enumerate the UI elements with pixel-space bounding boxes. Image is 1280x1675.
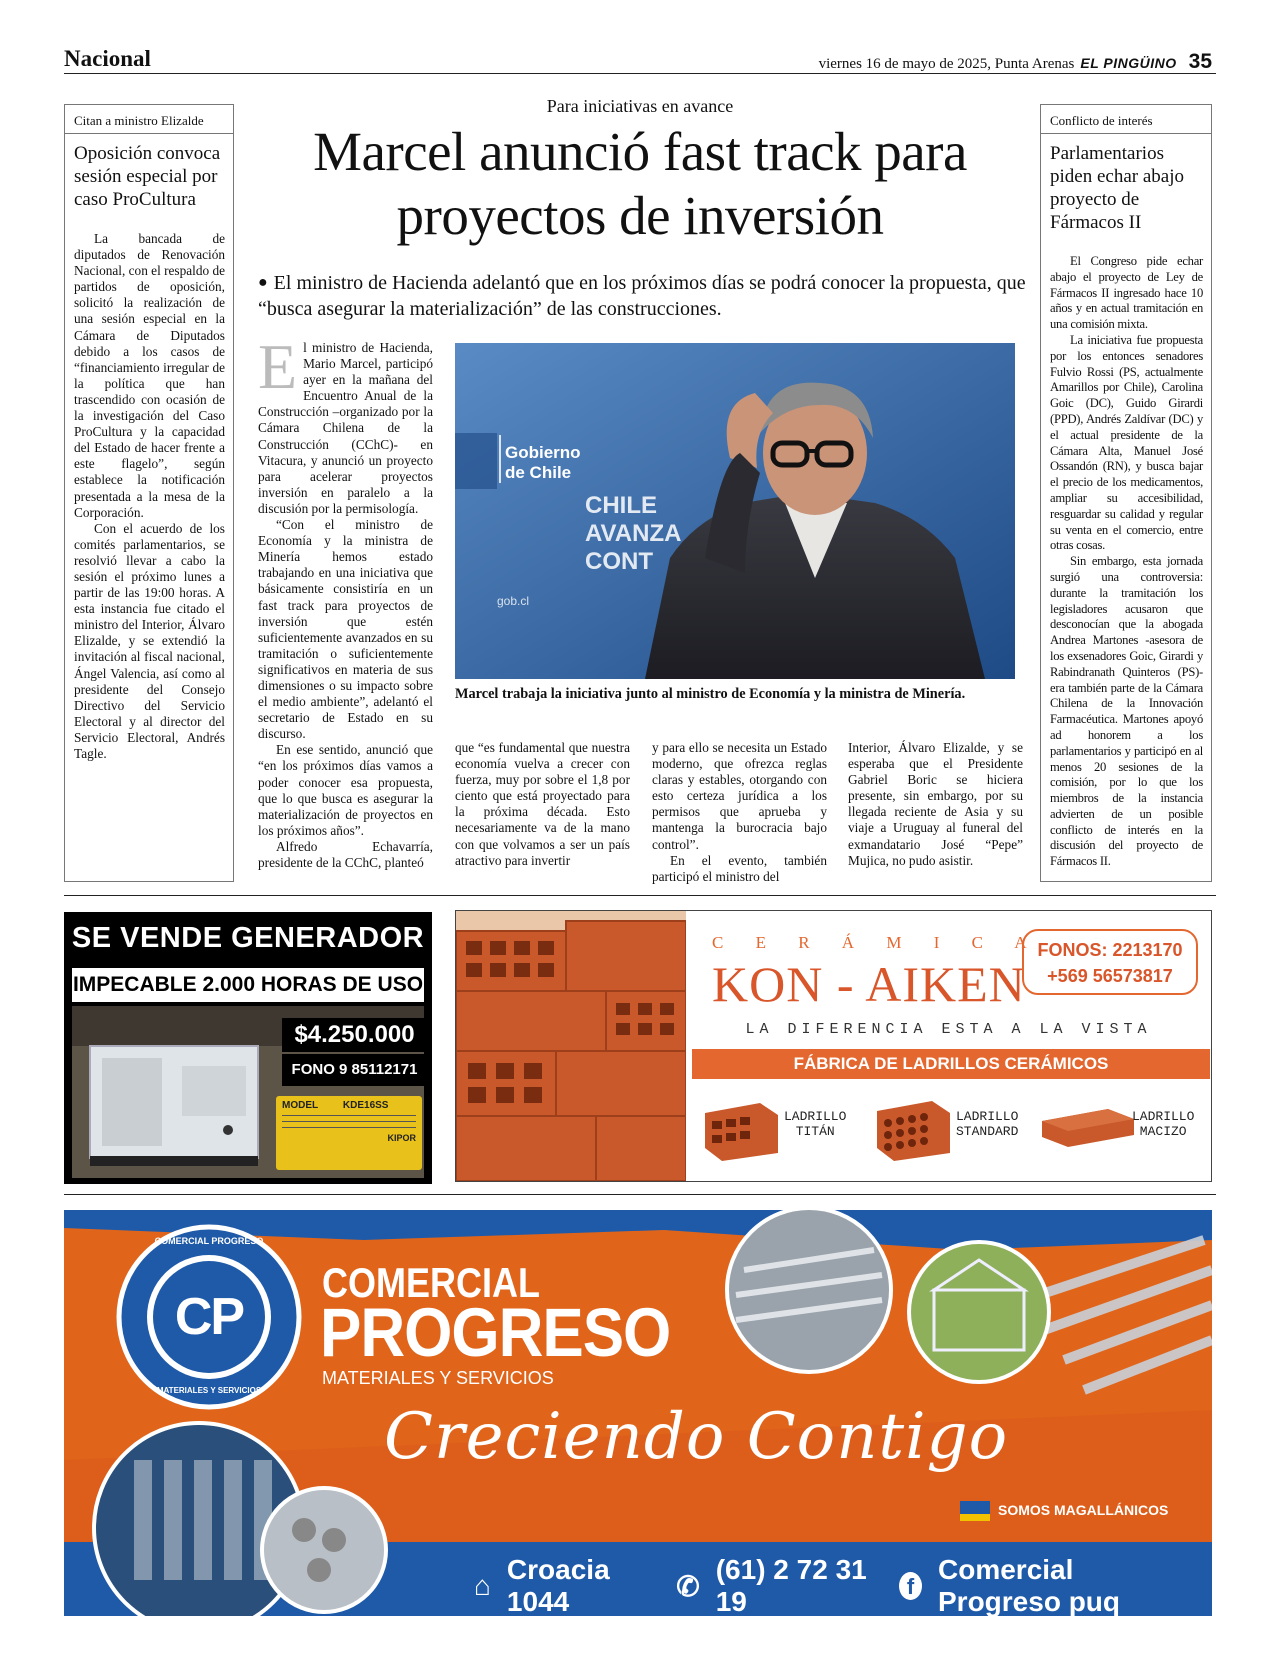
right-sidebar (1040, 104, 1212, 882)
brick-standard-icon (872, 1093, 952, 1163)
brick-macizo-icon (1038, 1103, 1138, 1153)
article-lead (258, 270, 1038, 322)
dateline: viernes 16 de mayo de 2025, Punta Arenas (818, 56, 1075, 72)
ceramica-mobile-line: +569 56573817 (1047, 966, 1173, 986)
article-lead-text: El ministro de Hacienda adelantó que en los próximos días se podrá conocer la propuesta, que “busca asegurar la materialización” de las construcciones. (258, 272, 1026, 320)
header-right (819, 50, 1212, 74)
cp-subtitle: MATERIALES Y SERVICIOS (322, 1368, 554, 1388)
ad-generator-price: $4.250.000 (282, 1018, 427, 1052)
article-text: l ministro de Hacienda, Mario Marcel, participó ayer en la mañana del Encuentro Anual de la Construcción –organizado por la Cámara Chilena de la Construcción (CChC)- en Vitacura, y anunció un proyecto para acelerar proyectos inversión en paralelo a la discusión por la permisología. (258, 340, 433, 516)
ceramica-phones (1022, 929, 1198, 995)
product-label-line: LADRILLO (956, 1109, 1019, 1124)
article-paragraph: En el evento, también participó el ministro del (652, 852, 827, 884)
ad-generator-title: SE VENDE GENERADOR (71, 922, 425, 954)
left-sidebar-kicker: Citan a ministro Elizalde (65, 113, 233, 134)
left-sidebar (64, 104, 234, 882)
article-column-4 (848, 740, 1023, 869)
right-sidebar-title: Parlamentarios piden echar abajo proyecto de Fármacos II (1050, 143, 1184, 233)
generator-nameplate (276, 1096, 422, 1170)
photo-caption: Marcel trabaja la iniciativa junto al ministro de Economía y la ministra de Minería. (455, 686, 966, 702)
page-number: 35 (1188, 50, 1212, 73)
product-label-line: LADRILLO (1132, 1109, 1195, 1124)
ceramica-tagline: LA DIFERENCIA ESTA A LA VISTA (745, 1021, 1152, 1038)
cp-facebook: Comercial Progreso puq (938, 1554, 1121, 1616)
right-sidebar-kicker: Conflicto de interés (1041, 113, 1211, 134)
article-column-1 (258, 331, 433, 871)
article-paragraph (258, 331, 433, 517)
right-sidebar-paragraph: El Congreso pide echar abajo el proyecto de Ley de Fármacos II ingresado hace 10 años y en actual tramitación en una comisión mixta. (1050, 254, 1203, 332)
article-column-3 (652, 740, 827, 885)
ad-generator-phone: FONO 9 85112171 (282, 1054, 427, 1086)
article-headline: Marcel anunció fast track para proyectos de inversión (313, 121, 967, 246)
section-divider (64, 1194, 1216, 1195)
ceramica-brand-name: KON - AIKEN (712, 956, 1026, 1012)
ad-generator-subtitle: IMPECABLE 2.000 HORAS DE USO (72, 968, 424, 1002)
section-divider (64, 895, 1216, 896)
product-label-line: STANDARD (956, 1124, 1019, 1139)
right-sidebar-body (1050, 254, 1203, 870)
newspaper-brand: EL PINGÜINO (1080, 55, 1177, 71)
photo-text: Gobierno (505, 443, 581, 462)
cp-logo-text: CP (174, 1288, 244, 1346)
ad-generator (64, 912, 432, 1184)
article-paragraph: Interior, Álvaro Elizalde, y se esperaba que el Presidente Gabriel Boric se hiciera presente, sin embargo, por su llegada reciente de Asia y su viaje a Uruguay al funeral del exmandatario José “Pepe” Mujica, no pudo asistir. (848, 740, 1023, 868)
right-sidebar-paragraph: Sin embargo, esta jornada surgió una controversia: durante la tramitación los legisladores acusaron que desconocían que la abogada Andrea Martones -asesora de los exsenadores Goic, Girardi y Rabindranath Quinteros (PS)- era también parte de la Cámara Chilena de la Innovación Farmacéutica. Martones apoyó ad honorem a los parlamentarios y participó en al menos 20 sesiones de la comisión, por lo que los miembros de la instancia advierten de un posible conflicto de interés en la discusión del proyecto de Fármacos II. (1050, 554, 1203, 869)
ceramica-factory-bar: FÁBRICA DE LADRILLOS CERÁMICOS (692, 1049, 1210, 1079)
product-macizo-label (1132, 1109, 1194, 1139)
ad-comercial-progreso (64, 1210, 1212, 1616)
article-column-2 (455, 740, 630, 869)
phone-icon: ✆ (676, 1570, 700, 1602)
cp-region: SOMOS MAGALLÁNICOS (998, 1502, 1169, 1518)
product-label-line: LADRILLO (784, 1109, 847, 1124)
section-name: Nacional (64, 46, 151, 71)
article-paragraph: Alfredo Echavarría, presidente de la CChC, planteó (258, 838, 433, 870)
photo-text: gob.cl (497, 594, 530, 608)
photo-text: CHILE (585, 492, 657, 519)
cp-logo-ring-bottom: MATERIALES Y SERVICIOS (156, 1386, 262, 1395)
nameplate-model-code: KDE16SS (342, 1100, 389, 1111)
bricks-stack-icon (456, 911, 686, 1181)
facebook-icon: f (899, 1572, 922, 1600)
cp-phone: (61) 2 72 31 19 (715, 1554, 867, 1616)
drop-cap: E (258, 331, 298, 402)
ceramica-phone-line: FONOS: 2213170 (1037, 940, 1183, 960)
product-label-line: TITÁN (795, 1124, 835, 1139)
photo-text: CONT (585, 548, 653, 575)
ceramica-brand-top: C E R Á M I C A (712, 933, 1041, 952)
article-paragraph: y para ello se necesita un Estado moderno, que ofrezca reglas claras y estables, otorgando con esto certeza jurídica a los permisos que aprueba y mantenga la burocracia bajo control”. (652, 740, 827, 852)
right-sidebar-paragraph: La iniciativa fue propuesta por los entonces senadores Fulvio Rossi (PS, actualmente Amarillos por Chile), Carolina Goic (DC), Guido Girardi (PPD), Andrés Zaldívar (DC) y el actual presidente de la Cámara Alta, Manuel José Ossandón (RN), y busca bajar el precio de los medicamentos, ampliar su accesibilidad, resguardar su calidad y regular su venta en el comercio, entre otras cosas. (1050, 332, 1203, 553)
cp-contact-bar (474, 1554, 1204, 1616)
left-sidebar-paragraph: Con el acuerdo de los comités parlamentarios, se resolvió llevar a cabo la sesión el próximo lunes a partir de las 19:00 horas. A esta instancia fue citado el ministro del Interior, Álvaro Elizalde, y se extendió la invitación al fiscal nacional, Ángel Valencia, así como al presidente del Consejo Directivo del Servicio Electoral y al director del Servicio Electoral, Andrés Tagle. (74, 520, 225, 761)
article-photo (455, 343, 1015, 679)
product-label-line: MACIZO (1139, 1124, 1187, 1139)
nameplate-model-label: MODEL (282, 1100, 319, 1111)
left-sidebar-title: Oposición convoca sesión especial por caso ProCultura (74, 143, 221, 210)
bullet-icon: ● (258, 274, 268, 291)
photo-minister-illustration (455, 343, 1015, 679)
article-paragraph: “Con el ministro de Economía y la ministra de Minería hemos estado trabajando en una iniciativa que básicamente consistiría en un fast track para proyectos de inversión que estén suficientemente avanzados en su tramitación o suficientemente significativos en materia de sus dimensiones o su impacto sobre el medio ambiente”, adelantó el secretario de Estado en su discurso. (258, 517, 433, 742)
article-paragraph: que “es fundamental que nuestra economía vuelva a crecer con fuerza, muy por sobre el 1,8 por ciento que está proyectado para la próxima década. Esto necesariamente va de la mano con que volvamos a ser un país atractivo para invertir (455, 740, 630, 868)
cp-address: Croacia 1044 (506, 1554, 610, 1616)
product-standard-label (956, 1109, 1018, 1139)
article-paragraph: En ese sentido, anunció que “en los próximos días vamos a poder conocer esa propuesta, que lo que busca es asegurar la materialización de proyectos en los próximos años”. (258, 742, 433, 838)
home-icon: ⌂ (474, 1570, 491, 1601)
header-rule (64, 73, 1216, 74)
ad-ceramica (455, 910, 1212, 1182)
brick-titan-icon (700, 1093, 780, 1163)
bricks-photo (456, 911, 686, 1181)
cp-logo-ring-top: COMERCIAL PROGRESO (154, 1236, 264, 1246)
photo-text: AVANZA (585, 520, 682, 547)
left-sidebar-paragraph: La bancada de diputados de Renovación Nacional, con el respaldo de partidos de oposición, solicitó la realización de una sesión especial en la Cámara de Diputados debido a los casos de “financiamiento irregular de la política que han trascendido con ocasión de la investigación del Caso ProCultura y la capacidad del Estado de hacer frente a este flagelo”, según establece la notificación presentada a la mesa de la Corporación. (74, 231, 226, 520)
nameplate-brand: KIPOR (387, 1133, 416, 1143)
article-kicker: Para iniciativas en avance (546, 96, 734, 116)
cp-name-line2: PROGRESO (320, 1295, 671, 1372)
cp-name-line1: COMERCIAL (322, 1258, 540, 1306)
left-sidebar-body (74, 231, 225, 762)
photo-text: de Chile (505, 463, 572, 482)
cp-slogan: Creciendo Contigo (384, 1400, 1009, 1474)
product-titan-label (784, 1109, 846, 1139)
